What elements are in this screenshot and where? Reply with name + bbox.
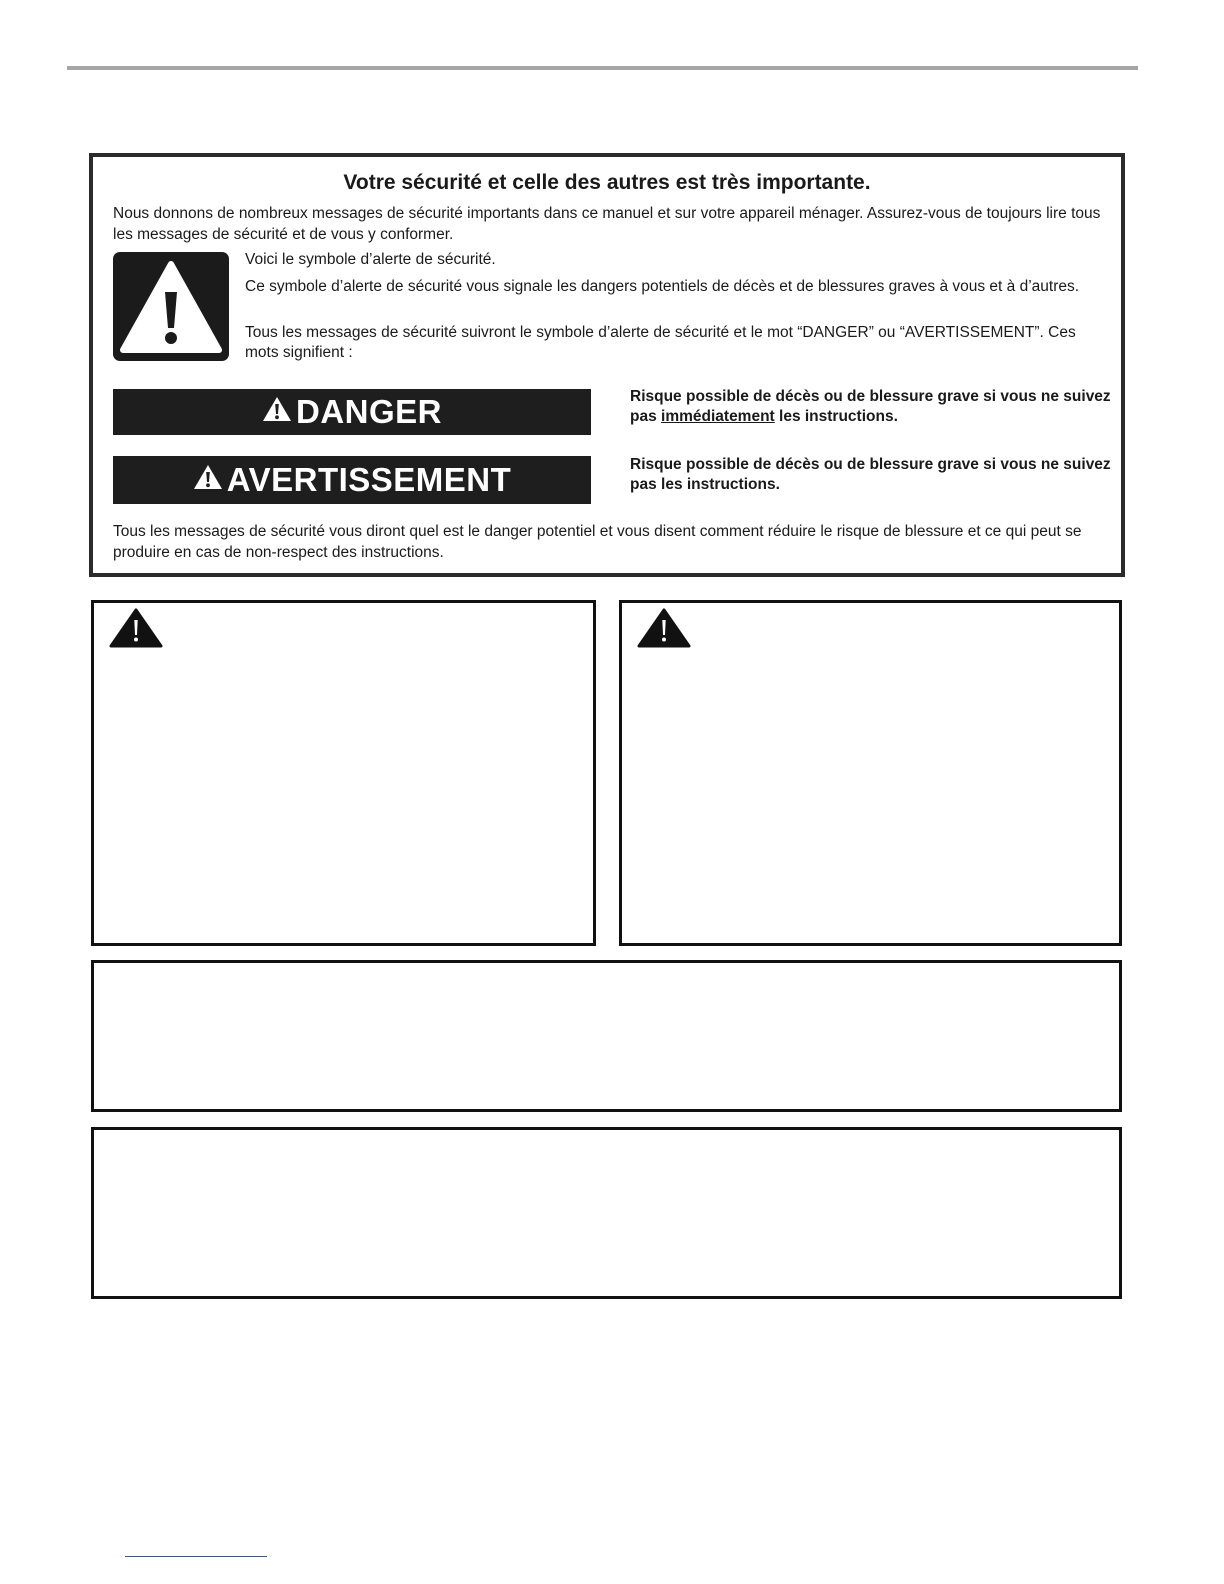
danger-desc-emphasis: immédiatement — [661, 408, 775, 425]
warning-triangle-icon — [108, 607, 164, 649]
top-divider — [67, 66, 1138, 70]
symbol-intro-text: Voici le symbole d’alerte de sécurité. — [245, 251, 496, 268]
signal-words-text: Tous les messages de sécurité suivront le symbole d’alerte de sécurité et le mot “DANGER” ou “AVERTISSEMENT”. Ces mots signifient : — [245, 324, 1076, 361]
safety-title: Votre sécurité et celle des autres est très importante. — [343, 171, 871, 194]
danger-desc-text: Risque possible de décès ou de blessure grave si vous ne suivez pas — [630, 388, 1111, 425]
danger-desc-end: les instructions. — [774, 408, 898, 425]
danger-label: DANGER — [295, 393, 442, 430]
warning-panel-left — [91, 600, 596, 946]
warning-description: Risque possible de décès ou de blessure grave si vous ne suivez pas les instructions. — [630, 456, 1111, 493]
alert-triangle-icon — [113, 252, 229, 361]
alert-triangle-icon — [262, 393, 292, 431]
safety-intro: Nous donnons de nombreux messages de sécurité importants dans ce manuel et sur votre appareil ménager. Assurez-vous de toujours lire tous les messages de sécurité et de vous y conformer. — [113, 205, 1101, 243]
warning-label: AVERTISSEMENT — [226, 461, 512, 498]
danger-description — [630, 387, 1115, 427]
warning-banner — [113, 456, 591, 504]
warning-triangle-icon — [636, 607, 692, 649]
safety-footer: Tous les messages de sécurité vous diront quel est le danger potentiel et vous disent comment réduire le risque de blessure et ce qui peut se produire en cas de non-respect des instructions. — [113, 523, 1082, 561]
danger-banner — [113, 389, 591, 435]
footnote-link-underline — [125, 1556, 267, 1557]
alert-triangle-icon — [193, 461, 223, 499]
warning-panel-right — [619, 600, 1122, 946]
safety-info-box — [89, 153, 1125, 577]
symbol-meaning-text: Ce symbole d’alerte de sécurité vous signale les dangers potentiels de décès et de blessures graves à vous et à d’autres. — [245, 278, 1080, 295]
empty-content-box — [91, 1127, 1122, 1299]
empty-content-box — [91, 960, 1122, 1112]
